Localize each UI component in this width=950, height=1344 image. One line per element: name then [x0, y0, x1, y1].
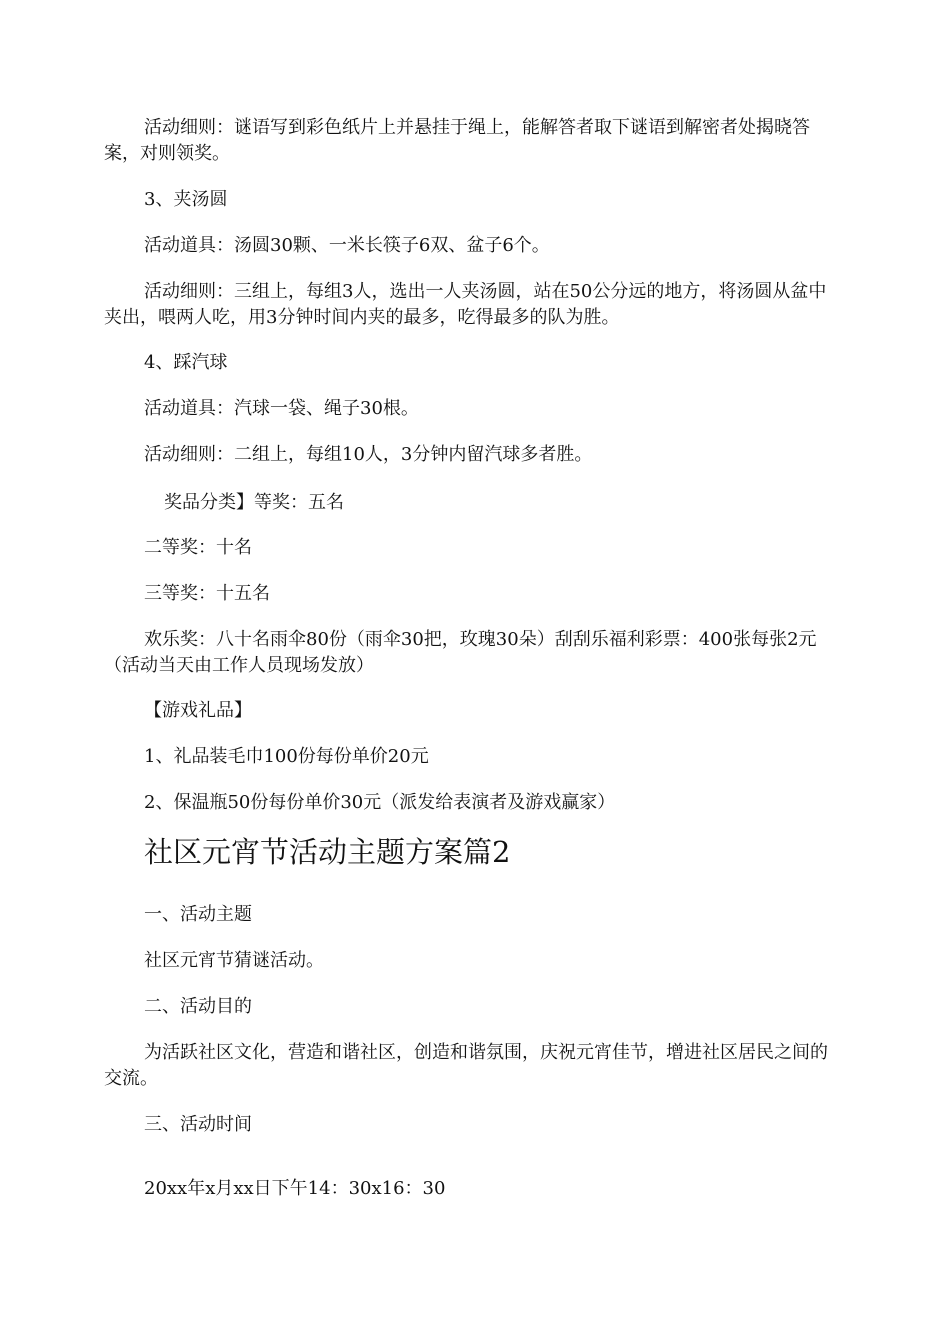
paragraph-tangyuan-rules: 活动细则：三组上，每组3人，选出一人夹汤圆，站在50公分远的地方，将汤圆从盆中夹出，喂两人吃，用3分钟时间内夹的最多，吃得最多的队为胜。 [104, 281, 827, 328]
heading-item-3: 3、夹汤圆 [144, 189, 228, 210]
paragraph-prize-second: 二等奖：十名 [144, 537, 252, 558]
paragraph-activity-purpose: 为活跃社区文化，营造和谐社区，创造和谐氛围，庆祝元宵佳节，增进社区居民之间的交流。 [104, 1042, 828, 1089]
heading-activity-theme: 一、活动主题 [144, 904, 252, 925]
paragraph-activity-time: 20xx年x月xx日下午14：30x16：30 [144, 1178, 446, 1199]
paragraph-gift-towel: 1、礼品装毛巾100份每份单价20元 [144, 746, 429, 767]
paragraph-prize-joy: 欢乐奖：八十名雨伞80份（雨伞30把，玫瑰30朵）刮刮乐福利彩票：400张每张2元（活动当天由工作人员现场发放） [104, 629, 817, 676]
paragraph-prize-third: 三等奖：十五名 [144, 583, 270, 604]
paragraph-gift-thermos: 2、保温瓶50份每份单价30元（派发给表演者及游戏赢家） [144, 792, 616, 813]
paragraph-balloon-rules: 活动细则：二组上，每组10人，3分钟内留汽球多者胜。 [144, 444, 593, 465]
section-title: 社区元宵节活动主题方案篇2 [144, 835, 511, 869]
paragraph-tangyuan-props: 活动道具：汤圆30颗、一米长筷子6双、盆子6个。 [144, 235, 550, 256]
paragraph-riddle-rules: 活动细则：谜语写到彩色纸片上并悬挂于绳上，能解答者取下谜语到解密者处揭晓答案，对则领奖。 [104, 117, 810, 164]
paragraph-prize-first: 奖品分类】等奖：五名 [164, 492, 344, 513]
heading-item-4: 4、踩汽球 [144, 352, 228, 373]
heading-game-gifts: 【游戏礼品】 [144, 700, 252, 721]
paragraph-balloon-props: 活动道具：汽球一袋、绳子30根。 [144, 398, 419, 419]
paragraph-activity-theme: 社区元宵节猜谜活动。 [144, 950, 324, 971]
heading-activity-purpose: 二、活动目的 [144, 996, 252, 1017]
heading-activity-time: 三、活动时间 [144, 1114, 252, 1135]
